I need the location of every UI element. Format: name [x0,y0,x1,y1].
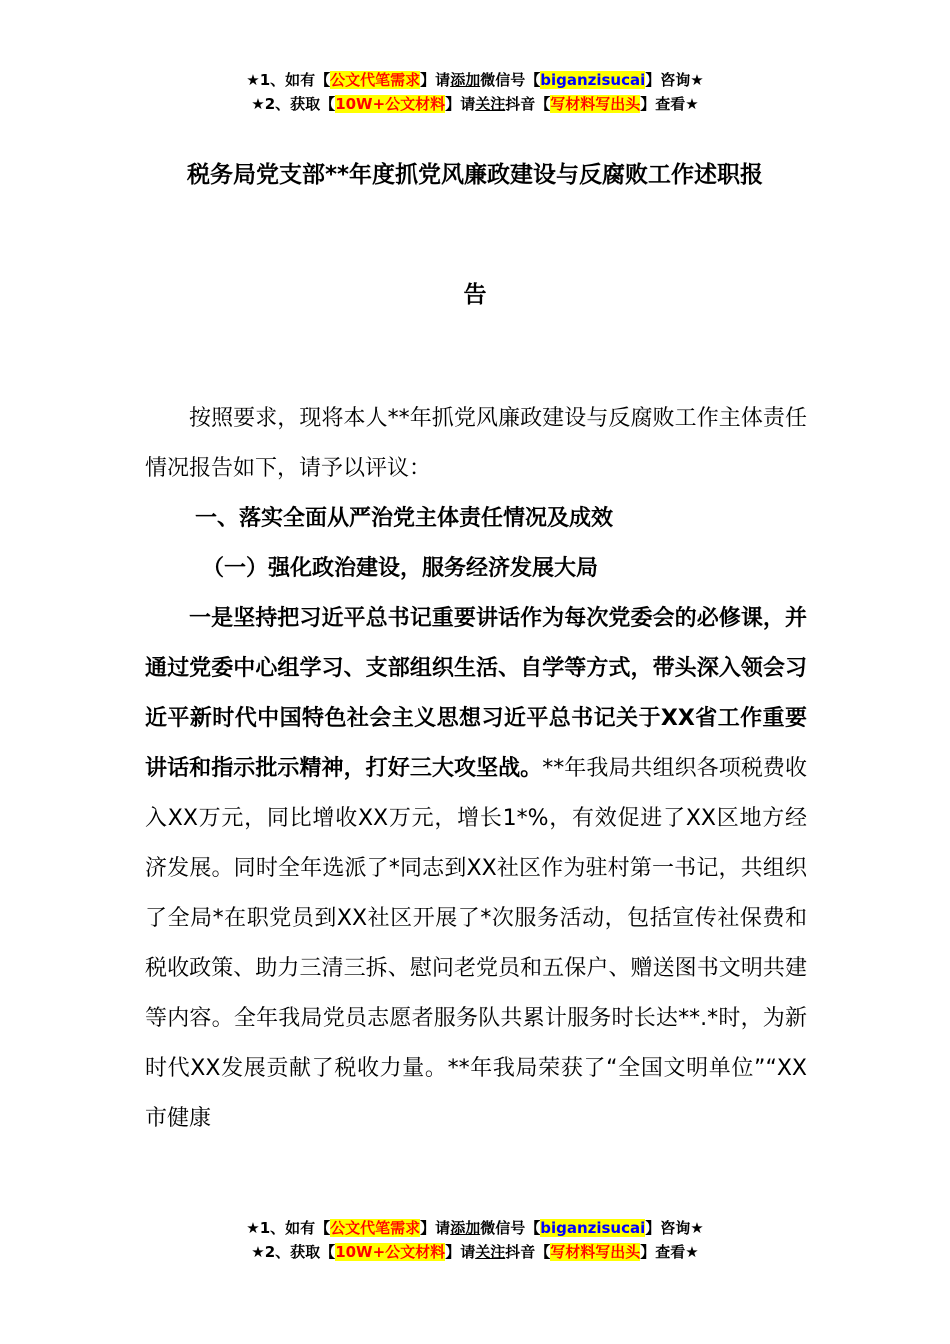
highlight-service: 公文代笔需求 [330,1219,421,1237]
banner-line-1 [0,68,950,92]
banner-text: 】查看★ [640,95,699,113]
highlight-materials: 10W+公文材料 [335,95,446,113]
banner-text: 】请 [445,1243,476,1261]
header-banner [0,68,950,116]
banner-text: ★2、获取【 [251,1243,336,1261]
banner-text: 】咨询★ [645,1219,704,1237]
paragraph-lead-bold: 一是坚持把习近平总书记重要讲话作为每次党委会的必修课，并通过党委中心组学习、支部组织生活、自学等方式，带头深入领会习近平新时代中国特色社会主义思想习近平总书记关于XX省工作重要讲话和指示批示精神，打好三大攻坚战。 [145,606,807,781]
section-heading: 一、落实全面从严治党主体责任情况及成效 [195,506,614,531]
banner-underlined-text: 添加 [450,71,481,89]
banner-text: 抖音【 [505,1243,551,1261]
document-title-continued: 告 [463,282,487,308]
highlight-service: 公文代笔需求 [330,71,421,89]
banner-underlined-text: 关注 [475,1243,506,1261]
banner-text: 微信号【 [480,71,541,89]
subsection-heading: （一）强化政治建设，服务经济发展大局 [202,556,599,581]
document-title: 税务局党支部**年度抓党风廉政建设与反腐败工作述职报 [186,162,764,188]
banner-text: ★1、如有【 [246,1219,331,1237]
banner-underlined-text: 添加 [450,1219,481,1237]
highlight-materials: 10W+公文材料 [335,1243,446,1261]
banner-text: 】请 [420,1219,451,1237]
intro-paragraph: 按照要求，现将本人**年抓党风廉政建设与反腐败工作主体责任情况报告如下，请予以评议： [145,406,807,481]
banner-line-2 [0,92,950,116]
body-paragraph [145,594,807,1144]
paragraph-text: **年我局共组织各项税费收入XX万元，同比增收XX万元，增长1*%，有效促进了XX区地方经济发展。同时全年选派了*同志到XX社区作为驻村第一书记，共组织了全局*在职党员到XX社区开展了*次服务活动，包括宣传社保费和税收政策、助力三清三拆、慰问老党员和五保户、赠送图书文明共建等内容。全年我局党员志愿者服务队共累计服务时长达**.*时，为新时代XX发展贡献了税收力量。**年我局荣获了“全国文明单位”“XX市健康 [145,756,807,1131]
banner-line-1 [0,1216,950,1240]
footer-banner [0,1216,950,1264]
wechat-id-link[interactable]: biganzisucai [540,1219,646,1237]
douyin-account: 写材料写出头 [550,1243,641,1261]
banner-text: 抖音【 [505,95,551,113]
banner-text: 】请 [445,95,476,113]
banner-text: 】查看★ [640,1243,699,1261]
wechat-id-link[interactable]: biganzisucai [540,71,646,89]
banner-text: 】请 [420,71,451,89]
banner-line-2 [0,1240,950,1264]
document-body [145,394,807,1144]
banner-text: ★2、获取【 [251,95,336,113]
banner-text: 微信号【 [480,1219,541,1237]
banner-text: 】咨询★ [645,71,704,89]
banner-underlined-text: 关注 [475,95,506,113]
douyin-account: 写材料写出头 [550,95,641,113]
banner-text: ★1、如有【 [246,71,331,89]
